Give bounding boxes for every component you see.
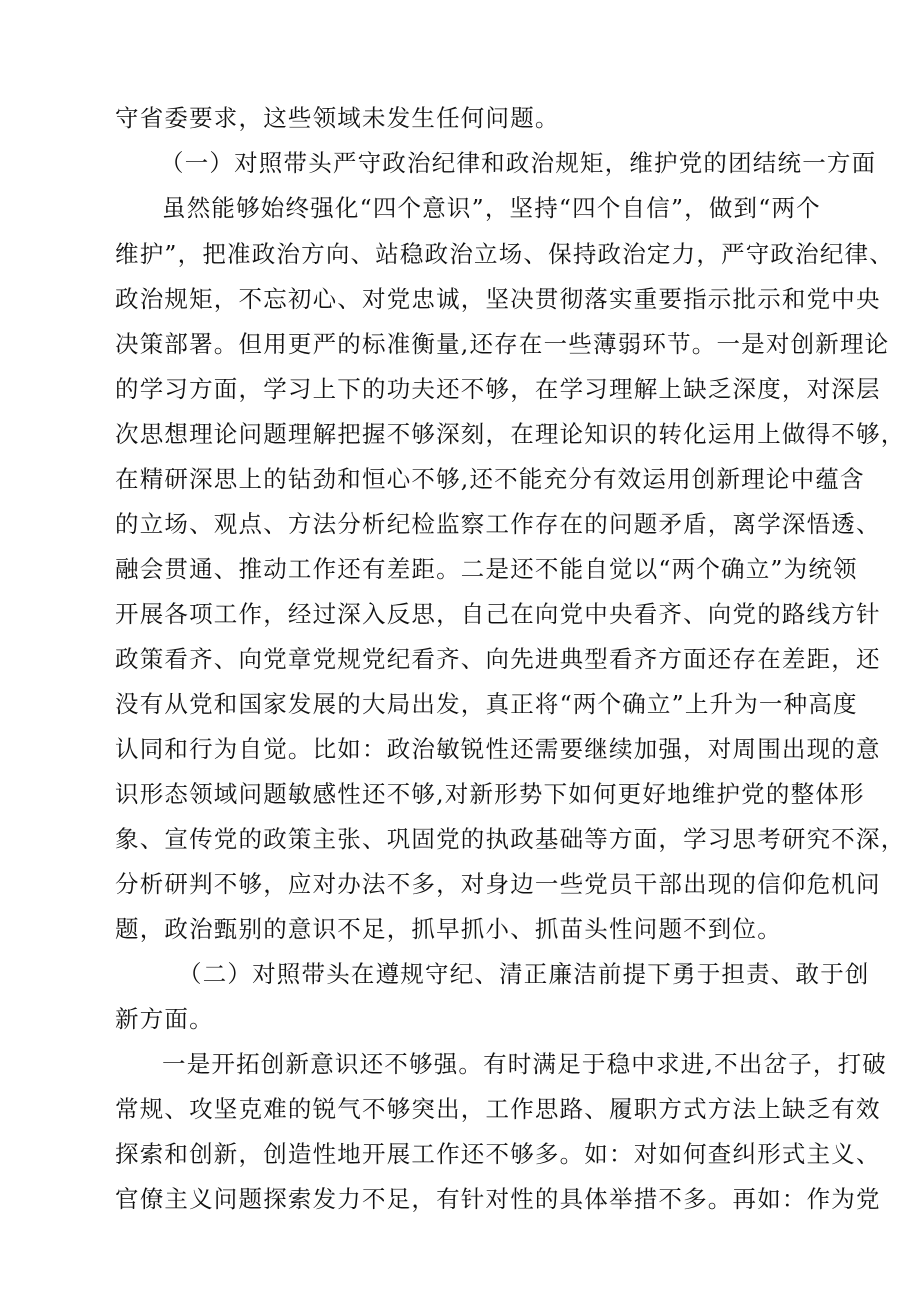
text-line: 融会贯通、推动工作还有差距。二是还不能自觉以“两个确立”为统领 [115,555,858,583]
text-line: 政治规矩，不忘初心、对党忠诚，坚决贯彻落实重要指示批示和党中央 [115,285,881,313]
text-line: 在精研深思上的钻劲和恒心不够,还不能充分有效运用创新理论中蕴含 [115,465,865,493]
text-line: 一是开拓创新意识还不够强。有时满足于稳中求进,不出岔子，打破 [162,1050,887,1078]
text-line: 的学习方面，学习上下的功夫还不够，在学习理解上缺乏深度，对深层 [115,375,881,403]
text-line: 分析研判不够，应对办法不多，对身边一些党员干部出现的信仰危机问 [115,870,881,898]
text-line: 的立场、观点、方法分析纪检监察工作存在的问题矛盾，离学深悟透、 [115,510,881,538]
section-heading-1: （一）对照带头严守政治纪律和政治规矩，维护党的团结统一方面 [160,149,877,177]
text-line: 守省委要求，这些领域未发生任何问题。 [115,104,560,132]
text-line: 决策部署。但用更严的标准衡量,还存在一些薄弱环节。一是对创新理论 [115,330,890,358]
text-line: 没有从党和国家发展的大局出发，真正将“两个确立”上升为一种高度 [115,690,858,718]
text-line: 维护”，把准政治方向、站稳政治立场、保持政治定力，严守政治纪律、 [115,240,894,268]
text-line: 题，政治甄别的意识不足，抓早抓小、抓苗头性问题不到位。 [115,915,782,943]
text-line: 认同和行为自觉。比如：政治敏锐性还需要继续加强，对周围出现的意 [115,735,881,763]
text-line: 象、宣传党的政策主张、巩固党的执政基础等方面，学习思考研究不深， [115,825,906,853]
text-line: 探索和创新，创造性地开展工作还不够多。如：对如何查纠形式主义、 [115,1140,881,1168]
text-line: 新方面。 [115,1005,214,1033]
section-heading-2: （二）对照带头在遵规守纪、清正廉洁前提下勇于担责、敢于创 [178,960,870,988]
text-line: 次思想理论问题理解把握不够深刻，在理论知识的转化运用上做得不够， [115,420,906,448]
text-line: 官僚主义问题探索发力不足，有针对性的具体举措不多。再如：作为党 [115,1185,881,1213]
text-line: 常规、攻坚克难的锐气不够突出，工作思路、履职方式方法上缺乏有效 [115,1095,881,1123]
text-line: 开展各项工作，经过深入反思，自己在向党中央看齐、向党的路线方针 [115,600,881,628]
text-line: 政策看齐、向党章党规党纪看齐、向先进典型看齐方面还存在差距，还 [115,645,881,673]
text-line: 识形态领域问题敏感性还不够,对新形势下如何更好地维护党的整体形 [115,780,865,808]
text-line: 虽然能够始终强化“四个意识”，坚持“四个自信”，做到“两个 [162,194,821,222]
